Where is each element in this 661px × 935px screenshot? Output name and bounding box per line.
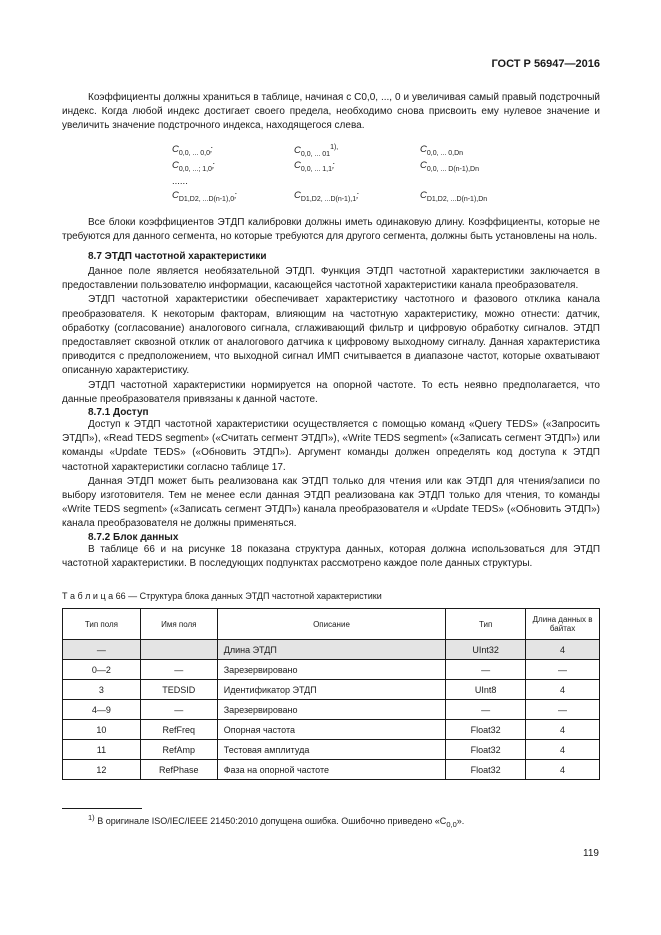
cell-description: Тестовая амплитуда — [217, 740, 446, 760]
footnote — [62, 813, 600, 829]
cell-type: Float32 — [446, 720, 526, 740]
footnote-sub: 0,0 — [446, 819, 457, 829]
footnote-divider — [62, 808, 142, 809]
cell-field-name — [140, 640, 217, 660]
cell-field-name: RefAmp — [140, 740, 217, 760]
cell-type: Float32 — [446, 740, 526, 760]
cell-length: — — [526, 660, 600, 680]
footnote-text: В оригинале ISO/IEC/IEEE 21450:2010 допущена ошибка. Ошибочно приведено «C — [97, 816, 447, 827]
table-header-row — [63, 609, 600, 640]
section-8-7-2-paragraph-1: В таблице 66 и на рисунке 18 показана структура данных, которая должна использоваться для ЭТДП частотной характеристики. В последующих подпунктах рассмотрено каждое поле данных структуры. — [62, 543, 600, 569]
cell-length: 4 — [526, 720, 600, 740]
section-8-7-paragraph-3: ЭТДП частотной характеристики нормируется на опорной частоте. То есть неявно предполагается, что данные преобразователя привязаны к данной частоте. — [62, 379, 600, 405]
cell-description: Зарезервировано — [217, 660, 446, 680]
coef-r1c2: $C_{0,0, ... 01}^{1),}$ — [294, 143, 339, 158]
cell-type: — — [446, 660, 526, 680]
coef-r1c1: $C_{0,0, ... 0,0}$; — [172, 143, 213, 157]
cell-length: 4 — [526, 760, 600, 780]
cell-length: 4 — [526, 740, 600, 760]
cell-type: — — [446, 700, 526, 720]
page-number: 119 — [583, 848, 599, 859]
cell-field-name: — — [140, 700, 217, 720]
section-8-7-paragraph-2: ЭТДП частотной характеристики обеспечивает характеристику частотного и фазового отклика канала преобразователя. К некоторым факторам, влияющим на частотную характеристику, можно отнести: датчик, обработку (согласование) аналогового сигнала, сглаживающий фильтр и цифровую обработку сигналов. ЭТДП предоставляет сквозной отклик от аналогового датчика к цифровому выходному сигналу. Данная характеристика приводится с предположением, что выходной сигнал ИМП считывается в диапазоне частот, которые охватывают описанную характеристику. — [62, 294, 600, 377]
header-field-name: Имя поля — [140, 609, 217, 640]
intro-paragraph-2: Все блоки коэффициентов ЭТДП калибровки должны иметь одинаковую длину. Коэффициенты, которые не требуются для данного сегмента, но которые требуются для другого сегмента, должны быть установлены на ноль. — [62, 216, 600, 242]
header-type: Тип — [446, 609, 526, 640]
table-caption: Т а б л и ц а 66 — Структура блока данных ЭТДП частотной характеристики — [62, 591, 382, 602]
cell-type: UInt8 — [446, 680, 526, 700]
table-row — [63, 720, 600, 740]
cell-length: 4 — [526, 640, 600, 660]
section-8-7-heading: 8.7 ЭТДП частотной характеристики — [88, 251, 267, 263]
coef-r4c2: $C_{D1,D2, ...D(n-1),1}$; — [294, 189, 359, 203]
coef-r4c3: $C_{D1,D2, ...D(n-1),Dn}$ — [420, 189, 488, 203]
cell-field-type: 11 — [63, 740, 141, 760]
table-row — [63, 680, 600, 700]
table-row — [63, 660, 600, 680]
cell-field-type: — — [63, 640, 141, 660]
section-8-7-2-heading: 8.7.2 Блок данных — [88, 531, 179, 543]
section-8-7-paragraph-1: Данное поле является необязательной ЭТДП. Функция ЭТДП частотной характеристики заключается в предоставлении пользователю информации, касающейся частотной характеристики канала преобразователя. — [62, 266, 600, 292]
table-row — [63, 760, 600, 780]
header-field-type: Тип поля — [63, 609, 141, 640]
cell-field-name: RefFreq — [140, 720, 217, 740]
cell-description: Длина ЭТДП — [217, 640, 446, 660]
section-8-7-1-heading: 8.7.1 Доступ — [88, 407, 149, 419]
cell-length: 4 — [526, 680, 600, 700]
cell-description: Зарезервировано — [217, 700, 446, 720]
cell-description: Опорная частота — [217, 720, 446, 740]
cell-field-type: 10 — [63, 720, 141, 740]
cell-length: — — [526, 700, 600, 720]
coef-r1c3: $C_{0,0, ... 0,Dn}$ — [420, 143, 464, 157]
header-data-length: Длина данных в байтах — [526, 609, 600, 640]
coef-r4c1: $C_{D1,D2, ...D(n-1),0}$; — [172, 189, 237, 203]
cell-type: UInt32 — [446, 640, 526, 660]
cell-field-name: — — [140, 660, 217, 680]
coef-r2c2: $C_{0,0, ... 1,1}$; — [294, 159, 335, 173]
coef-ellipsis: ...... — [172, 175, 188, 187]
section-8-7-1-paragraph-2: Данная ЭТДП может быть реализована как ЭТДП только для чтения или как ЭТДП для чтения/записи по выбору изготовителя. Тем не менее если данная ЭТДП реализована как ЭТДП только для чтения, то команды «Write TEDS segment» («Записать сегмент ЭТДП») канала преобразователя и «Update TEDS» («Обновить ЭТДП») канала преобразователя не должны применяться. — [62, 475, 600, 530]
document-page — [62, 58, 600, 829]
standard-header: ГОСТ Р 56947—2016 — [491, 58, 600, 70]
cell-field-name: TEDSID — [140, 680, 217, 700]
footnote-mark: 1) — [88, 813, 95, 823]
cell-field-type: 0—2 — [63, 660, 141, 680]
cell-field-type: 3 — [63, 680, 141, 700]
cell-description: Фаза на опорной частоте — [217, 760, 446, 780]
coef-r2c3: $C_{0,0, ... D(n-1),Dn}$ — [420, 159, 480, 173]
data-structure-table — [62, 608, 600, 780]
section-8-7-1-paragraph-1: Доступ к ЭТДП частотной характеристики осуществляется с помощью команд «Query TEDS» («Запросить ЭТДП»), «Read TEDS segment» («Считать сегмент ЭТДП»), «Write TEDS segment» («Записать сегмент ЭТДП») или команды «Update TEDS» («Обновить ЭТДП»). Аргумент команды должен определять код доступа к ЭТДП частотной характеристики согласно таблице 17. — [62, 419, 600, 473]
cell-field-type: 12 — [63, 760, 141, 780]
coef-r2c1: $C_{0,0, ...; 1,0}$; — [172, 159, 215, 173]
table-row — [63, 700, 600, 720]
cell-description: Идентификатор ЭТДП — [217, 680, 446, 700]
table-row — [63, 640, 600, 660]
intro-paragraph-1: Коэффициенты должны храниться в таблице, начиная с C0,0, ..., 0 и увеличивая самый правый подстрочный индекс. Когда любой индекс достигает своего предела, необходимо снова присвоить ему нулевое значение и увеличить значение подстрочного индекса, находящегося слева. — [62, 92, 600, 132]
footnote-tail: ». — [456, 816, 465, 827]
coefficient-list — [62, 144, 600, 210]
cell-field-type: 4—9 — [63, 700, 141, 720]
cell-field-name: RefPhase — [140, 760, 217, 780]
table-row — [63, 740, 600, 760]
header-description: Описание — [217, 609, 446, 640]
cell-type: Float32 — [446, 760, 526, 780]
